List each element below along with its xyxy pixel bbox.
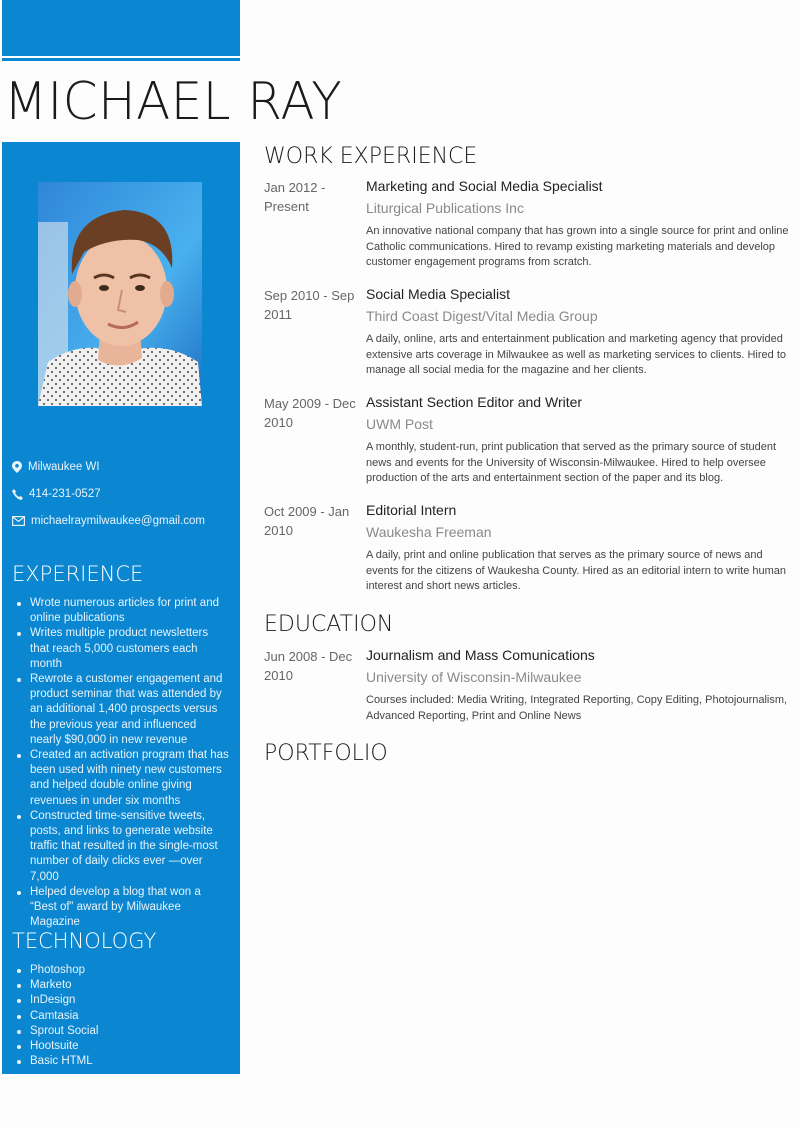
list-item: Wrote numerous articles for print and online publications [12, 596, 230, 626]
job-organization: Waukesha Freeman [366, 524, 492, 540]
list-item: Camtasia [12, 1009, 230, 1024]
contact-location [12, 461, 100, 473]
list-item: InDesign [12, 993, 230, 1008]
job-title: Editorial Intern [366, 502, 457, 518]
job-date: May 2009 - Dec 2010 [264, 396, 356, 430]
list-item: Created an activation program that has been used with ninety new customers and helped double online giving revenues in under six months [12, 748, 230, 809]
education-description: Courses included: Media Writing, Integrated Reporting, Copy Editing, Photojournalism, Advanced Reporting, Print and Online News [366, 694, 788, 722]
envelope-icon [12, 516, 25, 526]
list-item: Constructed time-sensitive tweets, posts, and links to generate website traffic that resulted in the single-most number of daily clicks ever —over 7,000 [12, 809, 230, 885]
list-item: Writes multiple product newsletters that reach 5,000 customers each month [12, 626, 230, 672]
email-link[interactable]: michaelraymilwaukee@gmail.com [31, 515, 206, 527]
job-description: A daily, print and online publication that serves as the primary source of news and events for the citizens of Waukesha County. Hired as an editorial intern to write human interest and short news articles. [366, 549, 787, 592]
job-description: A monthly, student-run, print publication that served as the primary source of student news and events for the University of Wisconsin-Milwaukee. Hired to help oversee production of the arts and entertainment section of the paper and its blog. [366, 441, 777, 484]
portrait-illustration [38, 182, 202, 406]
list-item: Rewrote a customer engagement and product seminar that was attended by an additional 1,400 prospects versus the previous year and influenced nearly $90,000 in new revenue [12, 672, 230, 748]
job-date: Oct 2009 - Jan 2010 [264, 504, 350, 538]
experience-summary-list [12, 596, 230, 930]
map-pin-icon [12, 461, 22, 473]
portfolio-heading: PORTFOLIO [264, 741, 388, 766]
contact-email [12, 515, 205, 527]
phone-text[interactable]: 414-231-0527 [29, 488, 101, 500]
person-name: MICHAEL RAY [4, 72, 343, 132]
phone-icon [12, 489, 23, 500]
education-title: Journalism and Mass Comunications [366, 647, 595, 663]
job-description: A daily, online, arts and entertainment publication and marketing agency that provided extensive arts coverage in Milwaukee as well as marketing services to clients. Hired to manage all social media for the magazine and her clients. [366, 333, 787, 376]
contact-phone [12, 488, 101, 500]
list-item: Helped develop a blog that won a “Best of” award by Milwaukee Magazine [12, 885, 230, 931]
education-heading: EDUCATION [264, 612, 394, 637]
job-title: Assistant Section Editor and Writer [366, 394, 583, 410]
job-title: Social Media Specialist [366, 286, 510, 302]
job-date: Sep 2010 - Sep 2011 [264, 288, 355, 322]
list-item: Hootsuite [12, 1039, 230, 1054]
technology-heading: TECHNOLOGY [12, 929, 157, 953]
education-institution: University of Wisconsin-Milwaukee [366, 669, 582, 685]
job-organization: Liturgical Publications Inc [366, 200, 524, 216]
job-date: Jan 2012 - Present [264, 180, 326, 214]
job-organization: UWM Post [366, 416, 433, 432]
list-item: Photoshop [12, 963, 230, 978]
job-description: An innovative national company that has grown into a single source for print and online Catholic communications. Hired to revamp existing marketing materials and develop customer engagement programs from scratch. [366, 225, 789, 268]
location-text: Milwaukee WI [28, 461, 100, 473]
list-item: Sprout Social [12, 1024, 230, 1039]
job-organization: Third Coast Digest/Vital Media Group [366, 308, 598, 324]
sidebar [2, 142, 240, 1074]
experience-summary-heading: EXPERIENCE [12, 562, 144, 586]
profile-photo [38, 182, 202, 406]
work-experience-heading: WORK EXPERIENCE [264, 144, 478, 169]
education-date: Jun 2008 - Dec 2010 [264, 649, 353, 683]
list-item: Marketo [12, 978, 230, 993]
technology-list [12, 963, 230, 1069]
list-item: Basic HTML [12, 1054, 230, 1069]
job-title: Marketing and Social Media Specialist [366, 178, 603, 194]
header-accent-bar [2, 0, 240, 58]
